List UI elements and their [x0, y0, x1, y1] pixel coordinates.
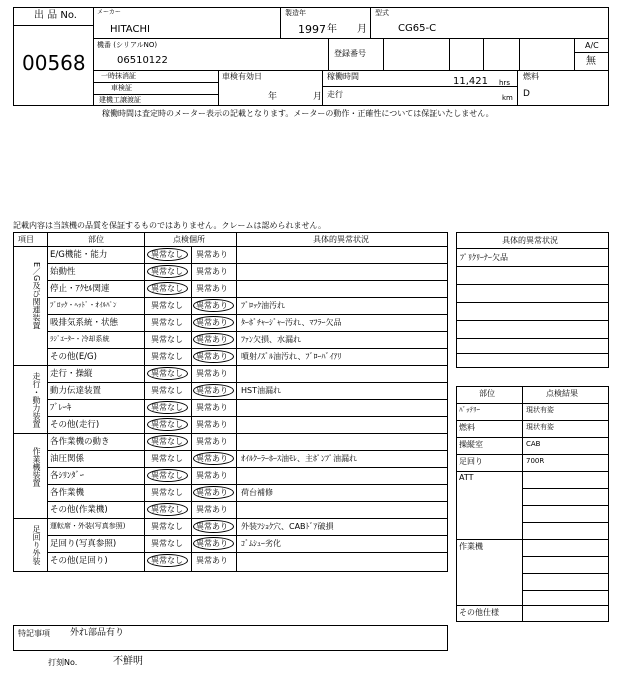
row-part: 各作業機	[50, 488, 85, 498]
status-circle	[147, 401, 188, 414]
status-circle	[193, 316, 234, 329]
results-part-1: 燃料	[459, 423, 475, 432]
status-normal: 異常なし	[151, 488, 183, 497]
row-divider	[47, 314, 448, 315]
row-detail: 外装ﾌｼｮｸ穴、CABﾄﾞｱ破損	[241, 522, 334, 531]
year-value: 1997	[298, 23, 326, 36]
status-abnormal: 異常あり	[196, 403, 228, 412]
row-part: E/G機能・能力	[50, 250, 108, 260]
status-abnormal: 異常あり	[196, 488, 228, 497]
row-divider	[47, 552, 448, 553]
fuel-value: D	[523, 89, 530, 99]
right-detail-header: 具体的異常状況	[502, 236, 558, 245]
row-detail: HST油漏れ	[241, 386, 281, 395]
row-detail: ﾀｰﾎﾞﾁｬｰｼﾞｬｰ汚れ、ﾏﾌﾗｰ欠品	[241, 318, 342, 327]
status-circle	[147, 554, 188, 567]
col-header-part: 部位	[88, 235, 104, 244]
status-abnormal: 異常あり	[196, 318, 228, 327]
hours-unit: hrs	[499, 79, 510, 87]
inspection-year-unit: 年	[268, 92, 278, 102]
row-part: ﾌﾞﾚｰｷ	[50, 403, 72, 413]
status-abnormal: 異常あり	[196, 420, 228, 429]
km-unit: km	[502, 94, 513, 102]
status-normal: 異常なし	[151, 454, 183, 463]
status-normal: 異常なし	[151, 420, 183, 429]
col-header-category: 項目	[18, 235, 34, 244]
row-detail: ﾌｧﾝ欠損、水漏れ	[241, 335, 301, 344]
status-circle	[147, 265, 188, 278]
status-abnormal: 異常あり	[196, 352, 228, 361]
row-divider	[47, 450, 448, 451]
status-circle	[193, 486, 234, 499]
row-detail: 噴射ﾉｽﾞﾙ油汚れ、ﾌﾞﾛｰﾊﾞｲｱﾘ	[241, 352, 342, 361]
results-header-result: 点検結果	[546, 389, 578, 398]
inspection-month-unit: 月	[313, 92, 323, 102]
row-part: 各ｼﾘﾝﾀﾞｰ	[50, 471, 85, 481]
results-value-2: CAB	[526, 440, 541, 448]
status-abnormal: 異常あり	[196, 386, 228, 395]
row-divider	[47, 535, 448, 536]
status-abnormal: 異常あり	[196, 556, 228, 565]
status-normal: 異常なし	[151, 335, 183, 344]
status-normal: 異常なし	[151, 522, 183, 531]
row-part: 各作業機の動き	[50, 437, 110, 447]
row-divider	[13, 365, 448, 366]
status-circle	[193, 384, 234, 397]
row-divider	[13, 518, 448, 519]
ac-value: 無	[586, 56, 596, 67]
status-abnormal: 異常あり	[196, 250, 228, 259]
status-normal: 異常なし	[151, 318, 183, 327]
row-part: 停止・ｱｸｾﾙ関連	[50, 284, 110, 294]
status-abnormal: 異常あり	[196, 471, 228, 480]
group-label-undercarriage: 足回り外装	[32, 525, 41, 565]
results-value-0: 現状有姿	[526, 406, 554, 414]
status-abnormal: 異常あり	[196, 267, 228, 276]
serial-value: 06510122	[117, 55, 168, 66]
row-divider	[47, 501, 448, 502]
status-abnormal: 異常あり	[196, 454, 228, 463]
status-circle	[147, 435, 188, 448]
status-normal: 異常なし	[151, 505, 183, 514]
year-unit: 年	[327, 24, 337, 35]
col-header-detail: 具体的異常状況	[313, 235, 369, 244]
row-part: 油圧関係	[50, 454, 85, 464]
status-normal: 異常なし	[151, 284, 183, 293]
status-normal: 異常なし	[151, 369, 183, 378]
row-part: ﾗｼﾞｴｰﾀｰ・冷却系統	[50, 335, 110, 343]
row-divider	[47, 280, 448, 281]
vehicle-cert-label: 車検証	[111, 84, 132, 92]
results-part-0: ﾊﾞｯﾃﾘｰ	[459, 406, 480, 414]
status-abnormal: 異常あり	[196, 335, 228, 344]
group-label-engine: E／G及び関連装置	[32, 262, 41, 330]
row-part: 運転席・外装(写真参照)	[50, 522, 126, 530]
results-value-1: 現状有姿	[526, 423, 554, 431]
status-abnormal: 異常あり	[196, 369, 228, 378]
row-divider	[47, 297, 448, 298]
status-normal: 異常なし	[151, 471, 183, 480]
fuel-label: 燃料	[523, 72, 539, 81]
status-normal: 異常なし	[151, 556, 183, 565]
status-abnormal: 異常あり	[196, 284, 228, 293]
status-normal: 異常なし	[151, 539, 183, 548]
status-circle	[147, 418, 188, 431]
status-circle	[193, 520, 234, 533]
row-part: 吸排気系統・状態	[50, 318, 119, 328]
status-normal: 異常なし	[151, 267, 183, 276]
status-circle	[147, 367, 188, 380]
row-divider	[47, 416, 448, 417]
maker-value: HITACHI	[110, 24, 150, 35]
row-divider	[47, 382, 448, 383]
status-circle	[147, 248, 188, 261]
stamp-label: 打刻No.	[48, 658, 78, 667]
inspection-date-label: 車検有効日	[222, 72, 262, 81]
row-detail: ｺﾞﾑｼｭｰ劣化	[241, 539, 281, 548]
registration-label: 登録番号	[334, 49, 366, 58]
group-label-travel: 走行・動力装置	[32, 372, 41, 428]
row-divider	[47, 467, 448, 468]
status-circle	[193, 452, 234, 465]
row-divider	[47, 348, 448, 349]
results-other-label: その他仕様	[459, 608, 499, 617]
status-abnormal: 異常あり	[196, 437, 228, 446]
row-detail: 荷台補修	[241, 488, 273, 497]
hours-label: 稼働時間	[327, 72, 359, 81]
status-normal: 異常なし	[151, 352, 183, 361]
status-circle	[193, 333, 234, 346]
results-value-3: 700R	[526, 457, 545, 465]
results-header-part: 部位	[479, 389, 495, 398]
status-circle	[193, 299, 234, 312]
row-part: その他(作業機)	[50, 505, 108, 515]
model-label: 型式	[375, 9, 389, 17]
construction-cert-label: 建機工譲渡証	[99, 96, 141, 104]
right-detail-line1: ﾌﾟﾘｸﾘｰﾅｰ欠品	[460, 253, 508, 262]
row-part: その他(走行)	[50, 420, 100, 430]
status-abnormal: 異常あり	[196, 301, 228, 310]
ac-label: A/C	[585, 41, 599, 50]
year-label: 製造年	[285, 9, 306, 17]
status-circle	[147, 282, 188, 295]
row-detail: ｵｲﾙｸｰﾗｰﾎｰｽ油ﾓﾚ、主ﾎﾟﾝﾌﾟ油漏れ	[241, 454, 357, 463]
status-normal: 異常なし	[151, 403, 183, 412]
row-divider	[13, 433, 448, 434]
status-circle	[193, 350, 234, 363]
maker-label: メーカー	[97, 9, 121, 16]
col-header-status: 点検個所	[173, 235, 205, 244]
model-value: CG65-C	[398, 23, 437, 34]
row-detail: ﾌﾞﾛｯｸ油汚れ	[241, 301, 285, 310]
disclaimer: 記載内容は当該機の品質を保証するものではありません。クレームは認められません。	[13, 221, 326, 230]
status-circle	[147, 469, 188, 482]
status-abnormal: 異常あり	[196, 505, 228, 514]
row-divider	[47, 263, 448, 264]
special-label: 特記事項	[18, 629, 50, 638]
status-abnormal: 異常あり	[196, 522, 228, 531]
special-value: 外れ部品有り	[70, 628, 125, 638]
row-part: その他(E/G)	[50, 352, 97, 362]
stamp-value: 不鮮明	[113, 656, 143, 667]
row-divider	[47, 399, 448, 400]
row-divider	[47, 331, 448, 332]
group-label-work: 作業機装置	[32, 447, 41, 487]
status-normal: 異常なし	[151, 301, 183, 310]
results-work-label: 作業機	[459, 542, 483, 551]
travel-label: 走行	[327, 90, 343, 99]
status-normal: 異常なし	[151, 437, 183, 446]
status-circle	[193, 537, 234, 550]
status-abnormal: 異常あり	[196, 539, 228, 548]
status-normal: 異常なし	[151, 386, 183, 395]
results-att-label: ATT	[459, 473, 474, 482]
results-part-3: 足回り	[459, 457, 483, 466]
row-part: その他(足回り)	[50, 556, 108, 566]
shuppin-label: 出 品 No.	[34, 10, 77, 21]
month-unit: 月	[357, 24, 367, 35]
row-part: ﾌﾞﾛｯｸ・ﾍｯﾄﾞ・ｵｲﾙﾊﾟﾝ	[50, 301, 117, 309]
hours-value: 11,421	[453, 76, 488, 87]
row-part: 始動性	[50, 267, 76, 277]
row-part: 動力伝達装置	[50, 386, 102, 396]
hours-note: 稼働時間は査定時のメーター表示の記載となります。メーターの動作・正確性については保証いたしません。	[102, 109, 494, 118]
status-circle	[147, 503, 188, 516]
row-divider	[47, 484, 448, 485]
shuppin-number: 00568	[22, 51, 86, 75]
row-part: 足回り(写真参照)	[50, 539, 117, 549]
row-part: 走行・操縦	[50, 369, 93, 379]
temp-permit-label: 一時抹消証	[101, 72, 136, 80]
status-normal: 異常なし	[151, 250, 183, 259]
serial-label: 機番 (シリアルNO)	[97, 41, 158, 49]
results-part-2: 操縦室	[459, 440, 483, 449]
